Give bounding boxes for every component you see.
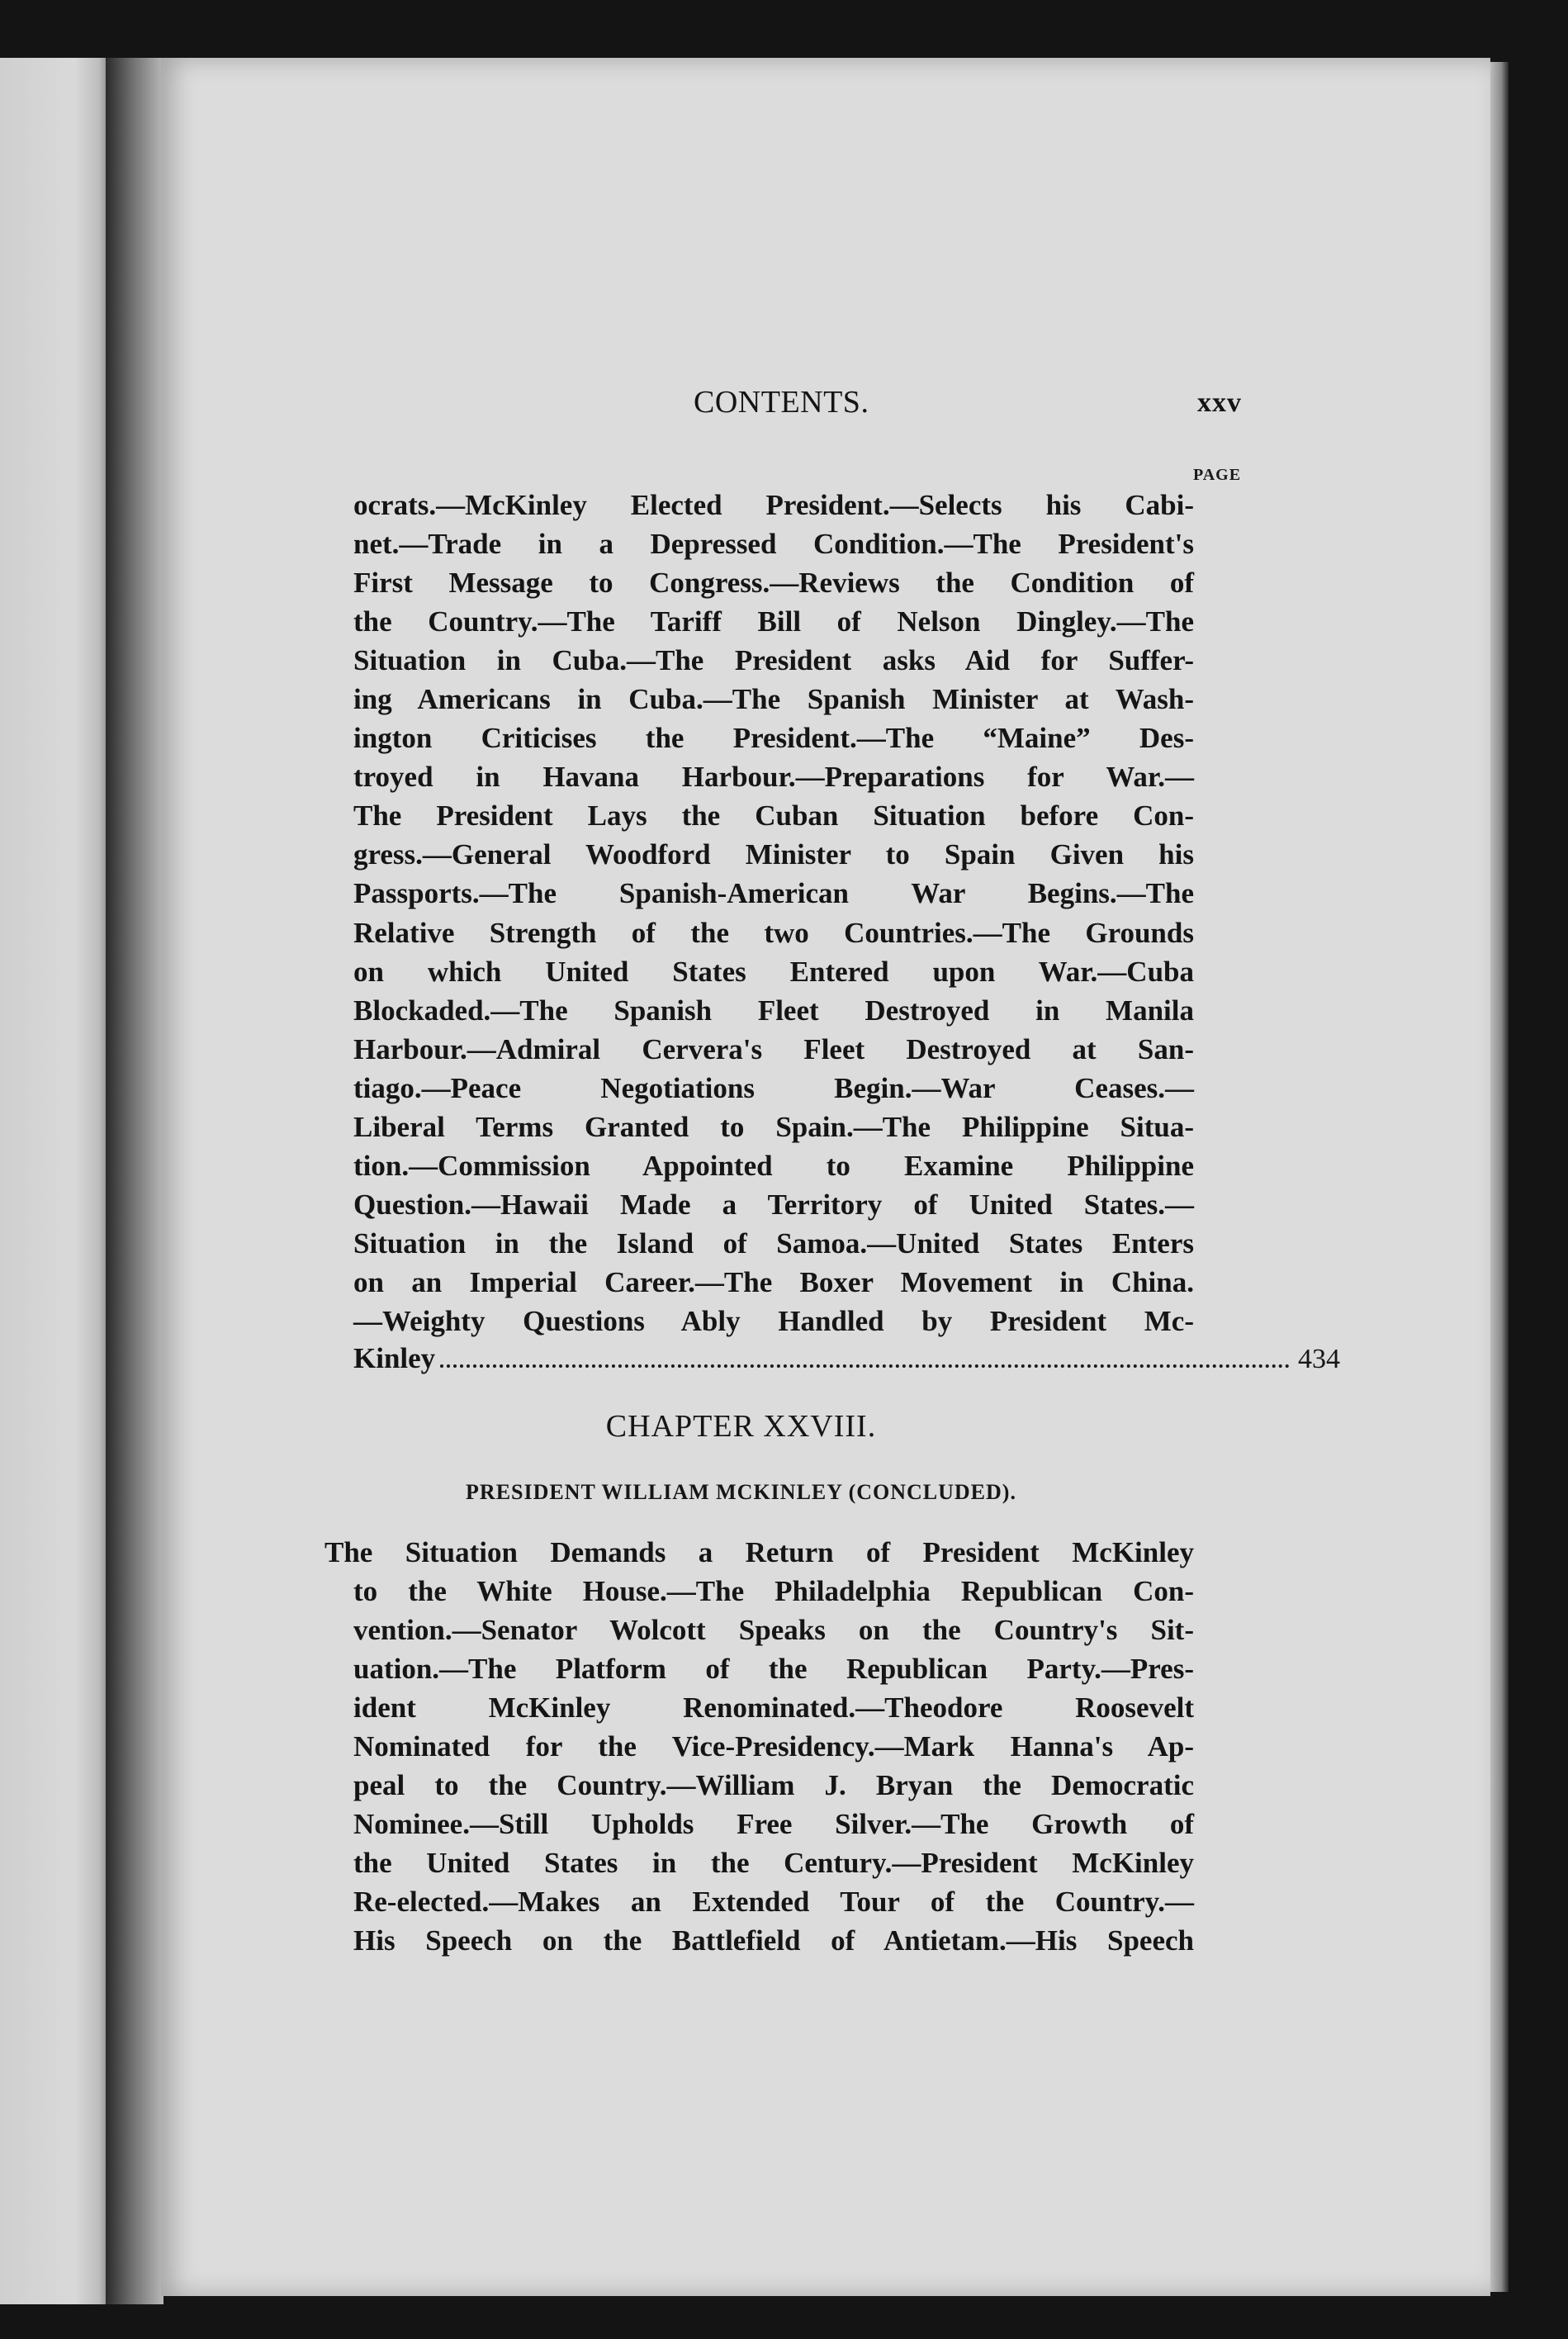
entry-line: Question.—Hawaii Made a Territory of United States.— (353, 1188, 1194, 1221)
entry-line: on an Imperial Career.—The Boxer Movement in China. (353, 1265, 1194, 1298)
running-header (161, 384, 1490, 434)
entry-line: Blockaded.—The Spanish Fleet Destroyed in Manila (353, 994, 1194, 1027)
entry-line: tion.—Commission Appointed to Examine Philippine (353, 1149, 1194, 1182)
entry-page-number: 434 (1298, 1344, 1340, 1374)
entry-line: ocrats.—McKinley Elected President.—Selects his Cabi- (353, 489, 1194, 521)
entry-line: on which United States Entered upon War.—Cuba (353, 955, 1194, 988)
entry-line: Harbour.—Admiral Cervera's Fleet Destroyed at San- (353, 1032, 1194, 1065)
entry-line: to the White House.—The Philadelphia Republican Con- (353, 1575, 1194, 1607)
entry-line: the United States in the Century.—President McKinley (353, 1847, 1194, 1880)
header-page-number: xxv (1197, 387, 1242, 418)
entry-line: Passports.—The Spanish-American War Begins.—The (353, 877, 1194, 910)
entry-line: Nominee.—Still Upholds Free Silver.—The Growth of (353, 1808, 1194, 1841)
entry-line: uation.—The Platform of the Republican Party.—Pres- (353, 1653, 1194, 1686)
entry-line: vention.—Senator Wolcott Speaks on the Country's Sit- (353, 1614, 1194, 1647)
entry-line: The President Lays the Cuban Situation before Con- (353, 799, 1194, 833)
page-right-edge (1490, 62, 1509, 2292)
entry-line: net.—Trade in a Depressed Condition.—The President's (353, 528, 1194, 561)
entry-line: —Weighty Questions Ably Handled by President Mc- (353, 1304, 1194, 1337)
entry-line: tiago.—Peace Negotiations Begin.—War Ceases.— (353, 1071, 1194, 1104)
entry-line: Nominated for the Vice-Presidency.—Mark Hanna's Ap- (353, 1730, 1194, 1763)
dot-leader (440, 1364, 1290, 1368)
entry-line: Situation in Cuba.—The President asks Aid for Suffer- (353, 644, 1194, 677)
chapter-entry-text (353, 1572, 1194, 1960)
chapter-entry-first-line: The Situation Demands a Return of President McKinley (324, 1536, 1194, 1568)
entry-line: Re-elected.—Makes an Extended Tour of the Country.— (353, 1886, 1194, 1919)
entry-line: Relative Strength of the two Countries.—The Grounds (353, 916, 1194, 949)
entry-line: peal to the Country.—William J. Bryan the Democratic (353, 1769, 1194, 1802)
entry-line: Situation in the Island of Samoa.—United States Enters (353, 1226, 1194, 1260)
entry-line: gress.—General Woodford Minister to Spain Given his (353, 838, 1194, 871)
entry-line: the Country.—The Tariff Bill of Nelson Dingley.—The (353, 605, 1194, 638)
entry-line: ing Americans in Cuba.—The Spanish Minister at Wash- (353, 683, 1194, 716)
entry-line: ident McKinley Renominated.—Theodore Roosevelt (353, 1691, 1194, 1725)
entry-line: troyed in Havana Harbour.—Preparations for War.— (353, 761, 1194, 794)
book-spine-shadow (106, 58, 163, 2304)
entry-line: ington Criticises the President.—The “Maine” Des- (353, 722, 1194, 755)
chapter-subheading: PRESIDENT WILLIAM MCKINLEY (CONCLUDED). (466, 1480, 1016, 1504)
chapter-heading: CHAPTER XXVIII. (605, 1409, 877, 1444)
contents-leader-line (353, 1342, 1340, 1381)
entry-line: Liberal Terms Granted to Spain.—The Philippine Situa- (353, 1110, 1194, 1143)
contents-entry-text (353, 486, 1194, 1340)
header-title: CONTENTS. (694, 385, 869, 420)
book-page (161, 58, 1490, 2296)
entry-line: His Speech on the Battlefield of Antietam.—His Speech (353, 1924, 1194, 1957)
entry-line: First Message to Congress.—Reviews the Condition of (353, 567, 1194, 600)
page-column-label: PAGE (1193, 466, 1242, 484)
entry-last-line: Kinley (353, 1342, 436, 1374)
